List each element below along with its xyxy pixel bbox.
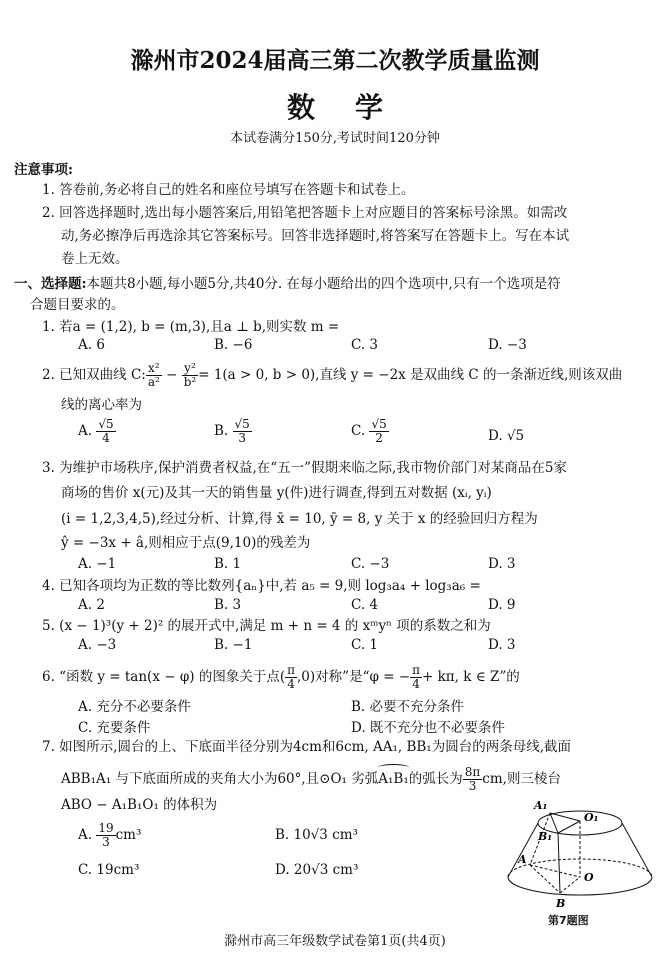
notice-item-1: 1. 答卷前,务必将自己的姓名和座位号填写在答题卡和试卷上。 bbox=[42, 182, 415, 198]
q5-option-d: D. 3 bbox=[488, 637, 516, 653]
q7-option-a-num: 19 bbox=[98, 821, 114, 835]
figure-caption: 第7题图 bbox=[548, 914, 589, 927]
q2-option-b-frac bbox=[233, 418, 252, 445]
q2-option-a-frac bbox=[96, 418, 115, 445]
q6-option-c: C. 充要条件 bbox=[78, 720, 151, 736]
seg-a1-o1 bbox=[550, 813, 580, 821]
q6-option-d: D. 既不充分也不必要条件 bbox=[351, 720, 505, 736]
q2-option-a-num: √5 bbox=[98, 417, 114, 431]
q2-option-b-den: 3 bbox=[238, 431, 246, 445]
section1-header bbox=[14, 275, 561, 293]
q7-arc-label: A₁B₁ bbox=[378, 771, 409, 787]
section1-label: 一、选择题: bbox=[14, 276, 87, 292]
q7-line2 bbox=[61, 766, 561, 793]
q5-option-a: A. −3 bbox=[78, 637, 117, 653]
q2-option-c-label: C. bbox=[351, 423, 366, 439]
q6-point-num: π bbox=[287, 663, 296, 677]
q2-option-d bbox=[488, 428, 524, 444]
seg-a-b bbox=[530, 865, 560, 893]
q7-arc-den: 3 bbox=[468, 779, 477, 793]
side-right bbox=[622, 823, 652, 877]
q5-option-c: C. 1 bbox=[351, 637, 379, 653]
label-a: A bbox=[518, 853, 527, 866]
page-footer: 滁州市高三年级数学试卷第1页(共4页) bbox=[224, 934, 446, 949]
notice-heading: 注意事项: bbox=[14, 162, 73, 178]
q2-option-b-label: B. bbox=[214, 423, 229, 439]
q2-option-a-label: A. bbox=[78, 423, 93, 439]
q5-option-b: B. −1 bbox=[214, 637, 253, 653]
q7-option-a bbox=[78, 822, 141, 849]
q3-option-d: D. 3 bbox=[488, 556, 516, 572]
notice-item-2-line2: 动,务必擦净后再选涂其它答案标号。回答非选择题时,将答案写在答题卡上。写在本试 bbox=[61, 228, 570, 244]
label-b1: B₁ bbox=[538, 830, 553, 843]
q2-stem: 2. 已知双曲线 C: $\frac{\text{x²}}{\text{a²}}$ − $\frac{\text{y²}}{\text{b²}}$ = 1(a > 0, b > 0),直线 y = −2x 是双曲线 C 的一条渐近线,则该双曲 bbox=[42, 361, 623, 389]
label-b: B bbox=[556, 897, 566, 910]
q7-option-a-frac bbox=[96, 822, 115, 849]
q7-line2-mid: 的弧长为 bbox=[408, 771, 463, 787]
q7-arc-mark bbox=[378, 764, 409, 771]
q6-option-a: A. 充分不必要条件 bbox=[78, 699, 191, 715]
q7-arc-frac bbox=[463, 766, 483, 793]
q2-option-d-value: √5 bbox=[506, 428, 525, 444]
exam-info: 本试卷满分150分,考试时间120分钟 bbox=[230, 131, 440, 146]
q3-line3: (i = 1,2,3,4,5),经过分析、计算,得 x̄ = 10, ȳ = 8, y 关于 x 的经验回归方程为 bbox=[61, 511, 538, 527]
q3-option-b: B. 1 bbox=[214, 556, 242, 572]
q3-option-c: C. −3 bbox=[351, 556, 390, 572]
q6-phi-num: π bbox=[412, 663, 421, 677]
q7-line2-end: cm,则三棱台 bbox=[482, 771, 561, 787]
q6-phi-frac bbox=[410, 664, 422, 691]
exam-title: 滁州市2024届高三第二次教学质量监测 bbox=[130, 47, 540, 74]
q2-option-a bbox=[78, 418, 116, 445]
seg-a-o bbox=[530, 865, 580, 877]
q7-option-c: C. 19cm³ bbox=[78, 862, 140, 878]
q2-x2: x² bbox=[146, 362, 162, 376]
q7-option-b: B. 10√3 cm³ bbox=[275, 827, 358, 843]
q7-option-d: D. 20√3 cm³ bbox=[275, 862, 359, 878]
q6-stem: 6. “函数 y = tan(x − φ) 的图象关于点( $\frac{\pi}{4}$ ,0)对称”是“φ = − $\frac{\pi}{4}$ + kπ, k ∈ Z”的 bbox=[42, 663, 520, 691]
q6-stem-mid: ,0)对称”是“φ = − bbox=[297, 669, 411, 685]
q1-option-c: C. 3 bbox=[351, 337, 379, 353]
q2-option-c-frac bbox=[369, 418, 388, 445]
label-a1: A₁ bbox=[534, 799, 548, 812]
section1-desc-line2: 合题目要求的。 bbox=[30, 297, 125, 313]
generator-bb1 bbox=[558, 833, 560, 893]
q3-line1: 3. 为维护市场秩序,保护消费者权益,在“五一”假期来临之际,我市物价部门对某商品在5家 bbox=[42, 460, 567, 476]
q7-line3: ABO − A₁B₁O₁ 的体积为 bbox=[61, 797, 218, 813]
q1-stem: 1. 若a = (1,2), b = (m,3),且a ⊥ b,则实数 m = bbox=[42, 319, 340, 335]
q1-option-b: B. −6 bbox=[214, 337, 253, 353]
q1-option-d: D. −3 bbox=[488, 337, 527, 353]
q4-option-a: A. 2 bbox=[78, 597, 105, 613]
q7-option-a-den: 3 bbox=[102, 835, 110, 849]
q2-stem-line2: 线的离心率为 bbox=[61, 397, 142, 413]
notice-item-2-line1: 2. 回答选择题时,选出每小题答案后,用铅笔把答题卡上对应题目的答案标号涂黑。如需改 bbox=[42, 205, 568, 221]
q1-option-a: A. 6 bbox=[78, 337, 105, 353]
q3-line4: ŷ = −3x + â,则相应于点(9,10)的残差为 bbox=[61, 535, 311, 551]
label-o1: O₁ bbox=[584, 811, 599, 824]
q2-option-b bbox=[214, 418, 252, 445]
frustum-figure bbox=[500, 795, 660, 910]
q6-stem-start: 6. “函数 y = tan(x − φ) 的图象关于点 bbox=[42, 669, 280, 685]
q2-y2: y² bbox=[182, 362, 199, 376]
q7-option-a-label: A. bbox=[78, 827, 93, 843]
q2-a2: a² bbox=[147, 375, 160, 389]
q2-frac-x bbox=[146, 362, 162, 389]
q7-line1: 7. 如图所示,圆台的上、下底面半径分别为4cm和6cm, AA₁, BB₁为圆台的两条母线,截面 bbox=[42, 739, 571, 755]
q3-option-a: A. −1 bbox=[78, 556, 117, 572]
q2-frac-y bbox=[182, 362, 199, 389]
section1-desc: 本题共8小题,每小题5分,共40分. 在每小题给出的四个选项中,只有一个选项是符 bbox=[86, 276, 561, 292]
q6-point-den: 4 bbox=[287, 677, 295, 691]
q5-stem: 5. (x − 1)³(y + 2)² 的展开式中,满足 m + n = 4 的 xᵐyⁿ 项的系数之和为 bbox=[42, 618, 491, 634]
q2-option-c bbox=[351, 418, 389, 445]
seg-b-o bbox=[560, 877, 580, 893]
q6-point-frac bbox=[285, 664, 297, 691]
label-o: O bbox=[584, 871, 594, 884]
q6-option-b: B. 必要不充分条件 bbox=[351, 699, 465, 715]
q4-stem: 4. 已知各项均为正数的等比数列{aₙ}中,若 a₅ = 9,则 log₃a₄ + log₃a₆ = bbox=[42, 578, 481, 594]
subject-title: 数学 bbox=[286, 91, 423, 124]
q2-option-b-num: √5 bbox=[234, 417, 250, 431]
q3-line2: 商场的售价 x(元)及其一天的销售量 y(件)进行调查,得到五对数据 (xᵢ, yᵢ) bbox=[61, 485, 492, 501]
q2-option-c-den: 2 bbox=[375, 431, 383, 445]
q2-option-a-den: 4 bbox=[102, 431, 110, 445]
q2-option-d-label: D. bbox=[488, 428, 503, 444]
q7-arc bbox=[378, 770, 409, 788]
seg-b1-o1 bbox=[558, 821, 580, 833]
q7-line2-start: ABB₁A₁ 与下底面所成的夹角大小为60°,且⊙O₁ 劣弧 bbox=[61, 771, 379, 787]
q4-option-c: C. 4 bbox=[351, 597, 379, 613]
q2-b2: b² bbox=[183, 375, 197, 389]
q2-option-c-num: √5 bbox=[371, 417, 387, 431]
q2-stem-start: 2. 已知双曲线 C: bbox=[42, 367, 146, 383]
q6-stem-end: + kπ, k ∈ Z”的 bbox=[422, 669, 520, 685]
q4-option-b: B. 3 bbox=[214, 597, 242, 613]
q6-phi-den: 4 bbox=[412, 677, 420, 691]
q2-stem-end: = 1(a > 0, b > 0),直线 y = −2x 是双曲线 C 的一条渐近线,则该双曲 bbox=[198, 367, 623, 383]
notice-item-2-line3: 卷上无效。 bbox=[61, 251, 129, 267]
q4-option-d: D. 9 bbox=[488, 597, 516, 613]
q7-option-a-unit: cm³ bbox=[115, 827, 142, 843]
q7-arc-num: 8π bbox=[464, 765, 481, 779]
bottom-base-front bbox=[508, 877, 652, 895]
